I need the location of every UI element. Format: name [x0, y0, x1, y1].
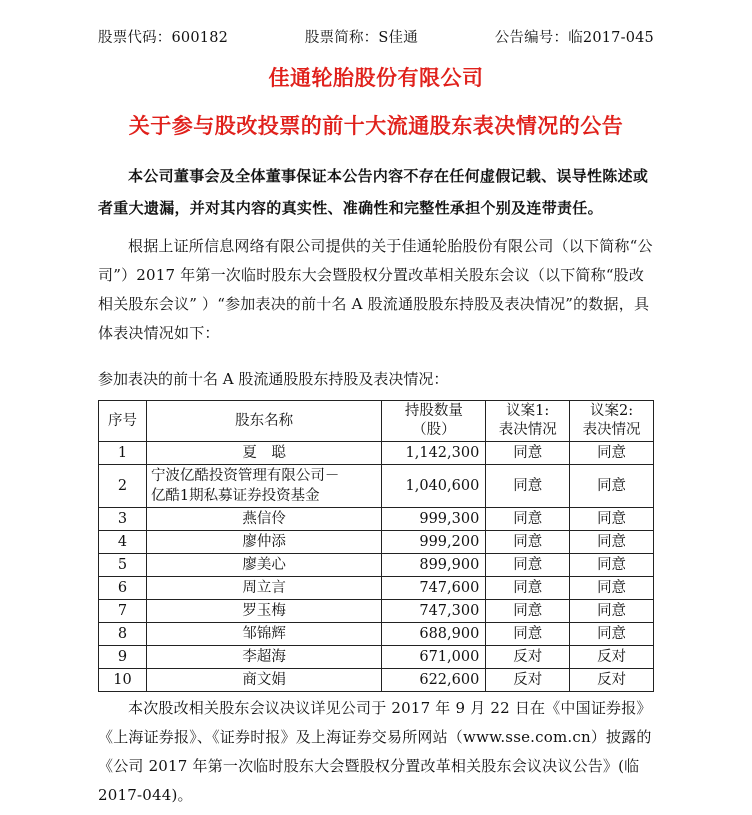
table-row: 4 廖仲添 999,200 同意 同意: [99, 531, 654, 554]
footer-paragraph: 本次股改相关股东会议决议详见公司于 2017 年 9 月 22 日在《中国证券报》《上海证券报》、《证券时报》及上海证券交易所网站（www.sse.com.cn）披露的《公司 2017 年第一次临时股东大会暨股权分置改革相关股东会议决议公告》(临2017-044)。: [98, 699, 652, 804]
table-row: 2 宁波亿酷投资管理有限公司－ 亿酷1期私募证券投资基金 1,040,600 同意 同意: [99, 465, 654, 508]
table-row: 7 罗玉梅 747,300 同意 同意: [99, 600, 654, 623]
header-name: 股东名称: [146, 401, 381, 442]
shareholder-vote-table: [98, 400, 654, 692]
stock-code: 股票代码：600182: [98, 30, 229, 46]
company-name: 佳通轮胎股份有限公司: [268, 65, 484, 90]
board-statement: 本公司董事会及全体董事保证本公告内容不存在任何虚假记载、误导性陈述或者重大遗漏，并对其内容的真实性、准确性和完整性承担个别及连带责任。: [98, 167, 649, 217]
intro-paragraph: 根据上证所信息网络有限公司提供的关于佳通轮胎股份有限公司（以下简称“公司”）2017 年第一次临时股东大会暨股权分置改革相关股东会议（以下简称“股改相关股东会议” ）“参加表决的前十名 A 股流通股股东持股及表决情况”的数据，具体表决情况如下：: [98, 237, 653, 342]
table-row: 1 夏 聪 1,142,300 同意 同意: [99, 442, 654, 465]
table-row: 9 李超海 671,000 反对 反对: [99, 646, 654, 669]
shareholder-name-cell: 宁波亿酷投资管理有限公司－ 亿酷1期私募证券投资基金: [146, 465, 381, 508]
header-shares: 持股数量 （股）: [382, 401, 486, 442]
table-row: 8 邹锦辉 688,900 同意 同意: [99, 623, 654, 646]
table-row: 10 商文娟 622,600 反对 反对: [99, 669, 654, 692]
table-row: 3 燕信伶 999,300 同意 同意: [99, 508, 654, 531]
header-motion-2: 议案2: 表决情况: [570, 401, 654, 442]
notice-number: 公告编号：临2017-045: [494, 30, 654, 46]
header-motion-1: 议案1: 表决情况: [486, 401, 570, 442]
notice-title: 关于参与股改投票的前十大流通股东表决情况的公告: [128, 113, 624, 138]
stock-name: 股票简称：S佳通: [304, 30, 418, 46]
table-caption: 参加表决的前十名 A 股流通股股东持股及表决情况：: [98, 370, 449, 388]
table-header-row: [99, 401, 654, 442]
header-no: 序号: [99, 401, 147, 442]
table-row: 6 周立言 747,600 同意 同意: [99, 577, 654, 600]
document-header: [98, 26, 654, 47]
table-row: 5 廖美心 899,900 同意 同意: [99, 554, 654, 577]
